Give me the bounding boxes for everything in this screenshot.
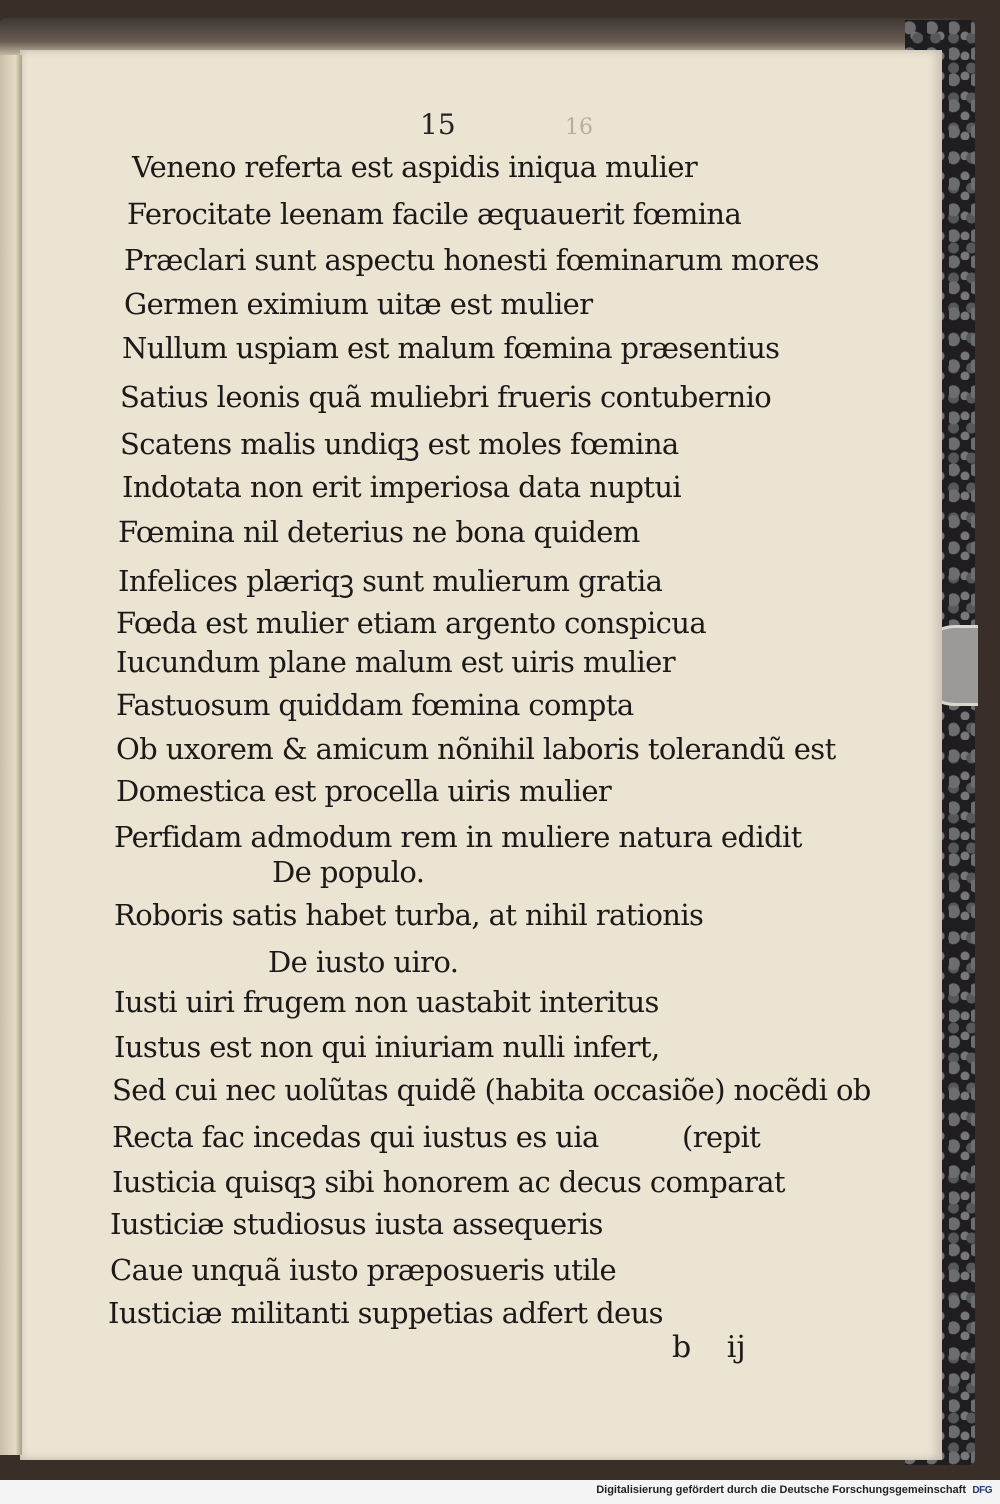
text-line: Iustus est non qui iniuriam nulli infert, — [114, 1030, 660, 1064]
footer-bar — [0, 1480, 1000, 1504]
text-line: Caue unquã iusto præposueris utile — [110, 1253, 617, 1287]
text-line: Iusticiæ militanti suppetias adfert deus — [108, 1296, 663, 1330]
text-line: Iusticia quisqꝫ sibi honorem ac decus comparat — [112, 1165, 785, 1199]
text-line: Iucundum plane malum est uiris mulier — [116, 645, 675, 679]
text-line: Præclari sunt aspectu honesti fœminarum mores — [124, 243, 819, 277]
text-line: Perfidam admodum rem in muliere natura edidit — [114, 820, 802, 854]
text-line: Veneno referta est aspidis iniqua mulier — [132, 150, 698, 184]
text-line: Ferocitate leenam facile æquauerit fœmina — [127, 197, 742, 231]
text-line: Domestica est procella uiris mulier — [116, 774, 612, 808]
ghost-folio: 16 — [565, 115, 593, 140]
text-line: Ob uxorem & amicum nõnihil laboris tolerandũ est — [116, 732, 836, 766]
left-page-edge — [0, 55, 22, 1455]
text-line: Fœda est mulier etiam argento conspicua — [116, 606, 707, 640]
text-line: Infelices plæriqꝫ sunt mulierum gratia — [118, 564, 663, 598]
section-heading: De populo. — [272, 855, 425, 889]
text-line: Satius leonis quã muliebri frueris contubernio — [120, 380, 772, 414]
text-line: Fœmina nil deterius ne bona quidem — [118, 515, 640, 549]
text-line: Roboris satis habet turba, at nihil rationis — [114, 898, 704, 932]
section-heading: De iusto uiro. — [268, 945, 459, 979]
page-folio: 15 — [420, 108, 456, 141]
footer-credit: Digitalisierung gefördert durch die Deutsche Forschungsgemeinschaft — [596, 1484, 966, 1496]
text-line-continuation: (repit — [682, 1120, 761, 1154]
text-line: Nullum uspiam est malum fœmina præsentius — [122, 331, 780, 365]
text-line: Recta fac incedas qui iustus es uia — [112, 1120, 599, 1154]
dfg-logo: DFG — [972, 1485, 992, 1496]
text-line: Scatens malis undiqꝫ est moles fœmina — [120, 427, 679, 461]
signature-mark: b ij — [672, 1330, 746, 1365]
text-line: Germen eximium uitæ est mulier — [124, 287, 593, 321]
text-line: Iusti uiri frugem non uastabit interitus — [114, 985, 659, 1019]
text-line: Iusticiæ studiosus iusta assequeris — [110, 1207, 603, 1241]
text-line: Fastuosum quiddam fœmina compta — [116, 688, 634, 722]
text-line: Sed cui nec uolũtas quidẽ (habita occasiõe) nocẽdi ob — [112, 1073, 871, 1107]
text-line: Indotata non erit imperiosa data nuptui — [122, 470, 682, 504]
